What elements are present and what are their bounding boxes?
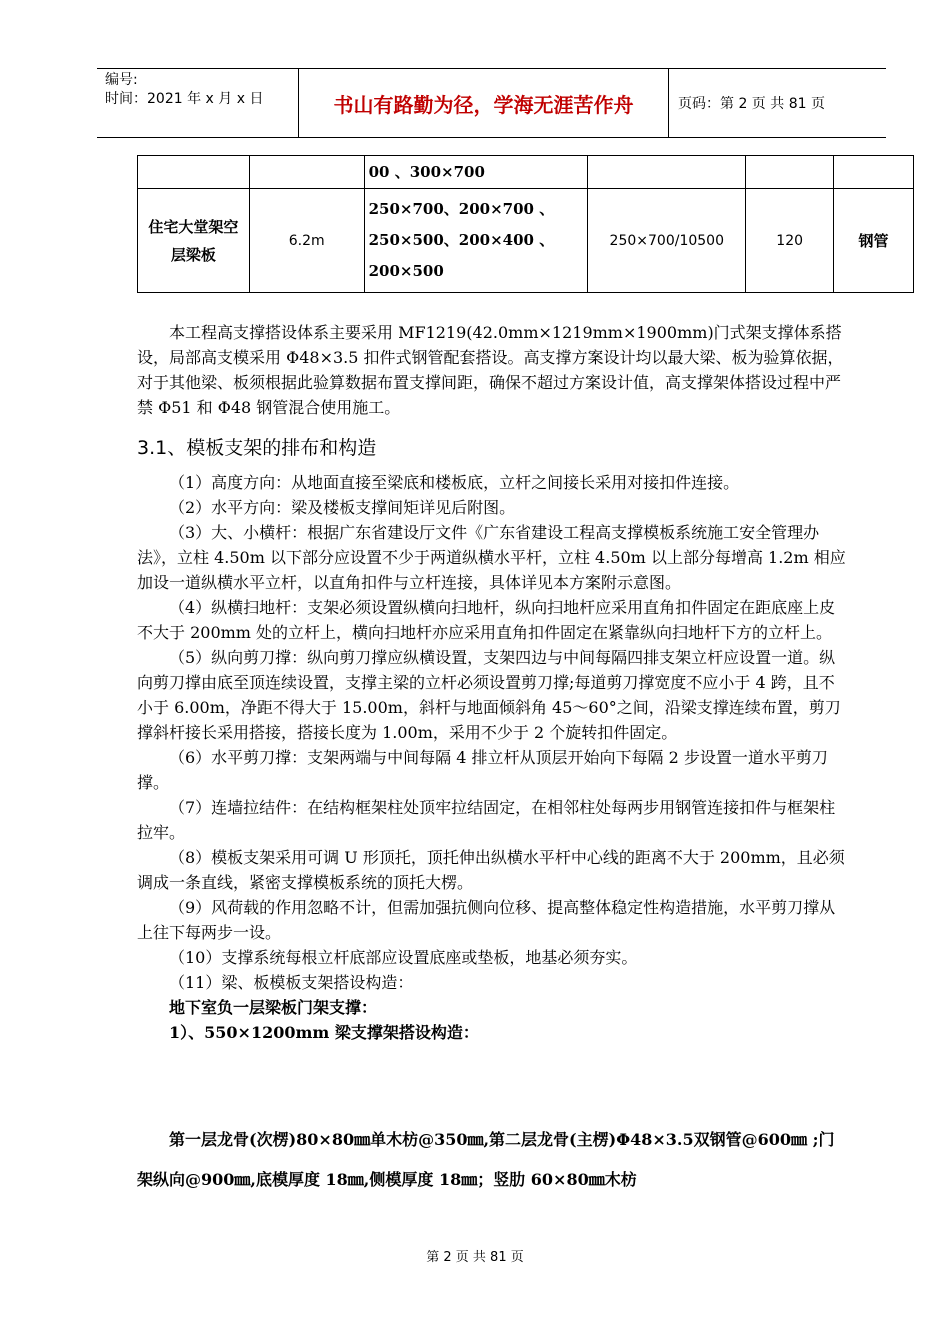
table-cell: 120: [746, 189, 834, 293]
table-cell: 钢管: [834, 189, 914, 293]
page-header: [97, 68, 886, 138]
table-cell: [138, 156, 250, 189]
header-page-info: 页码：第 2 页 共 81 页: [678, 96, 825, 112]
table-cell: [746, 156, 834, 189]
table-cell: 6.2m: [249, 189, 364, 293]
list-item: （6）水平剪刀撑：支架两端与中间每隔 4 排立杆从顶层开始向下每隔 2 步设置一道水平剪刀撑。: [137, 748, 828, 792]
list-item: （5）纵向剪刀撑：纵向剪刀撑应纵横设置，支架四边与中间每隔四排支架立杆应设置一道。纵向剪刀撑由底至顶连续设置，支撑主梁的立杆必须设置剪刀撑;每道剪刀撑宽度不应小于 4 跨，且不小于 6.00m，净距不得大于 15.00m，斜杆与地面倾斜角 45～60°之间，沿梁支撑连续布置，剪刀撑斜杆接长采用搭接，搭接长度为 1.00m，采用不少于 2 个旋转扣件固定。: [137, 648, 841, 742]
list-item: （10）支撑系统每根立杆底部应设置底座或垫板，地基必须夯实。: [169, 948, 638, 967]
list-item: （11）梁、板模板支架搭设构造：: [169, 973, 414, 992]
table-row: [138, 189, 914, 293]
items-block: [137, 470, 849, 1045]
table-cell: [249, 156, 364, 189]
table-cell: 住宅大堂架空层梁板: [138, 189, 250, 293]
list-item: （7）连墙拉结件：在结构框架柱处顶牢拉结固定，在相邻柱处每两步用钢管连接扣件与框架柱拉牢。: [137, 798, 836, 842]
header-motto: 书山有路勤为径，学海无涯苦作舟: [333, 92, 634, 117]
list-item: （2）水平方向：梁及楼板支撑间矩详见后附图。: [169, 498, 516, 517]
spec-table: [137, 155, 914, 293]
list-item: （8）模板支架采用可调 U 形顶托，顶托伸出纵横水平杆中心线的距离不大于 200mm，且必须调成一条直线，紧密支撑模板系统的顶托大楞。: [137, 848, 845, 892]
list-item: （9）风荷载的作用忽略不计，但需加强抗侧向位移、提高整体稳定性构造措施，水平剪刀撑从上往下每两步一设。: [137, 898, 836, 942]
table-cell: 00 、300×700: [364, 156, 588, 189]
list-item: （3）大、小横杆：根据广东省建设厅文件《广东省建设工程高支撑模板系统施工安全管理办法》，立柱 4.50m 以下部分应设置不少于两道纵横水平杆，立柱 4.50m 以上部分每增高 1.2m 相应加设一道纵横水平立杆，以直角扣件与立杆连接，具体详见本方案附示意图。: [137, 523, 846, 592]
section-title: 3.1、模板支架的排布和构造: [137, 437, 377, 459]
bold-heading: 地下室负一层梁板门架支撑：: [169, 998, 378, 1017]
intro-paragraph: 本工程高支撑搭设体系主要采用 MF1219(42.0mm×1219mm×1900mm)门式架支撑体系搭设，局部高支模采用 Φ48×3.5 扣件式钢管配套搭设。高支撑方案设计均以最大梁、板为验算依据，对于其他梁、板须根据此验算数据布置支撑间距，确保不超过方案设计值，高支撑架体搭设过程中严禁 Φ51 和 Φ48 钢管混合使用施工。: [137, 323, 844, 417]
intro-block: [137, 320, 849, 420]
table-cell: 250×700、200×700 、250×500、200×400 、200×500: [364, 189, 588, 293]
time-label: 时间：2021 年 x 月 x 日: [105, 91, 264, 107]
tail-paragraph: 第一层龙骨(次楞)80×80㎜单木枋@350㎜,第二层龙骨(主楞)Φ48×3.5双钢管@600㎜ ;门架纵向@900㎜,底模厚度 18㎜,侧模厚度 18㎜；竖肋 60×80㎜木枋: [137, 1130, 835, 1189]
table-cell: [834, 156, 914, 189]
table-cell: 250×700/10500: [588, 189, 746, 293]
list-item: （4）纵横扫地杆：支架必须设置纵横向扫地杆，纵向扫地杆应采用直角扣件固定在距底座上皮不大于 200mm 处的立杆上，横向扫地杆亦应采用直角扣件固定在紧靠纵向扫地杆下方的立杆上。: [137, 598, 836, 642]
header-meta: [105, 71, 263, 109]
bold-heading: 1）、550×1200mm 梁支撑架搭设构造：: [169, 1023, 479, 1042]
header-divider: [668, 69, 669, 137]
tail-block: [137, 1120, 849, 1200]
page-footer: 第 2 页 共 81 页: [426, 1250, 524, 1265]
table-cell: [588, 156, 746, 189]
code-label: 编号:: [105, 72, 138, 88]
list-item: （1）高度方向：从地面直接至梁底和楼板底，立杆之间接长采用对接扣件连接。: [169, 473, 740, 492]
table-row: [138, 156, 914, 189]
